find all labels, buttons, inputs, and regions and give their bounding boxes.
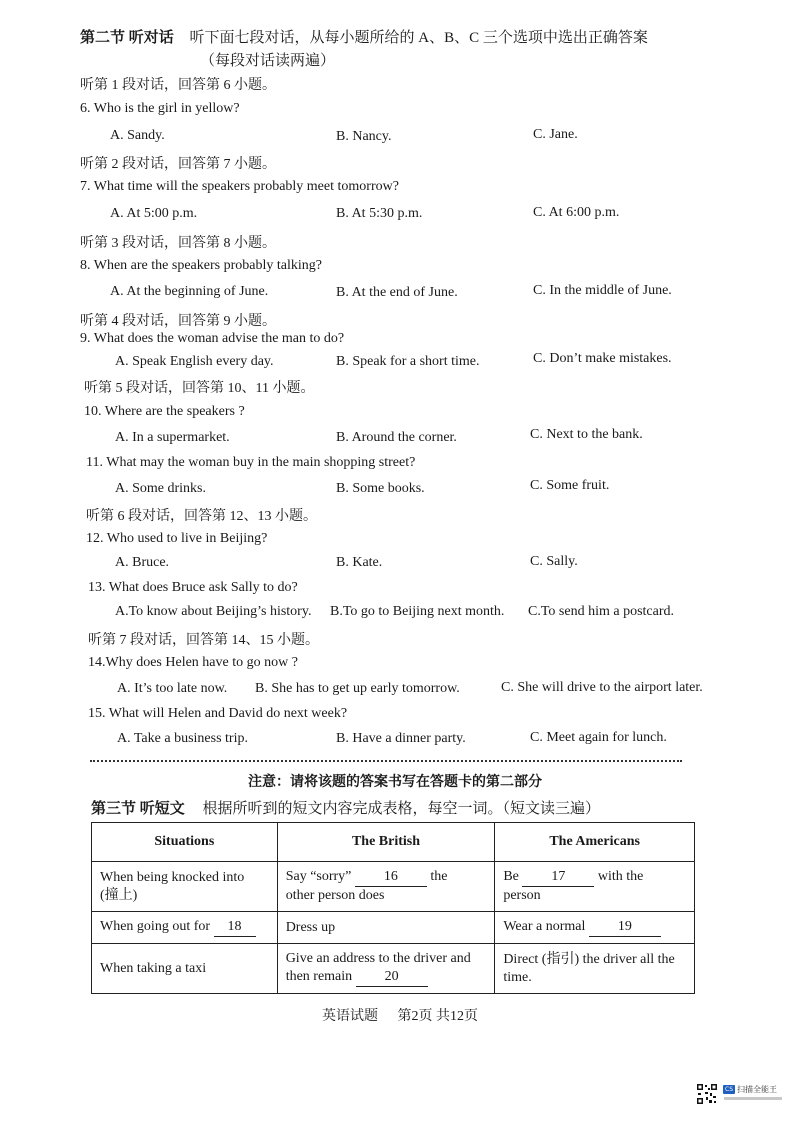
situation-text: When being knocked into	[100, 869, 245, 885]
q12-option-c: C. Sally.	[530, 554, 578, 569]
section3-instruction: 根据所听到的短文内容完成表格，每空一词。（短文读三遍）	[202, 801, 601, 817]
footer-subject: 英语试题	[322, 1009, 378, 1024]
dialogue-intro-5: 听第 5 段对话，回答第 10、11 小题。	[84, 381, 315, 396]
section3-header	[91, 797, 600, 818]
question-11: 11. What may the woman buy in the main shopping street?	[86, 455, 416, 470]
question-13: 13. What does Bruce ask Sally to do?	[88, 580, 298, 595]
q11-option-b: B. Some books.	[336, 481, 425, 496]
page-footer	[322, 1005, 478, 1025]
situation-gloss: (撞上)	[100, 887, 138, 903]
q15-option-b: B. Have a dinner party.	[336, 731, 466, 746]
q11-option-a: A. Some drinks.	[115, 481, 206, 496]
q14-option-c: C. She will drive to the airport later.	[501, 680, 703, 695]
q8-option-c: C. In the middle of June.	[533, 283, 672, 298]
british-text-cont: the	[430, 869, 448, 884]
q7-option-a: A. At 5:00 p.m.	[110, 206, 198, 221]
q14-option-b: B. She has to get up early tomorrow.	[255, 681, 460, 696]
american-cell	[495, 862, 695, 912]
q10-option-c: C. Next to the bank.	[530, 427, 643, 442]
q12-option-b: B. Kate.	[336, 555, 383, 570]
q15-option-a: A. Take a business trip.	[117, 731, 248, 746]
situation-cell	[92, 862, 278, 912]
table-row	[92, 912, 695, 944]
situation-cell	[92, 912, 278, 944]
section2-title: 第二节 听对话	[80, 30, 174, 46]
american-text: Be	[503, 869, 519, 884]
dialogue-intro-2: 听第 2 段对话，回答第 7 小题。	[80, 157, 276, 172]
answer-table	[91, 822, 695, 994]
blank-20[interactable]: 20	[356, 968, 428, 987]
header-americans: The Americans	[495, 823, 695, 862]
british-cell	[277, 944, 495, 994]
qr-code-icon	[696, 1083, 718, 1105]
american-text-line2: time.	[503, 969, 532, 985]
question-14: 14.Why does Helen have to go now ?	[88, 655, 298, 670]
british-text: Dress up	[285, 919, 336, 935]
american-text-cont: with the	[597, 869, 644, 884]
question-7: 7. What time will the speakers probably meet tomorrow?	[80, 179, 399, 194]
q6-option-b: B. Nancy.	[336, 129, 392, 144]
q8-option-b: B. At the end of June.	[336, 285, 458, 300]
dialogue-intro-4: 听第 4 段对话，回答第 9 小题。	[80, 314, 276, 329]
q7-option-c: C. At 6:00 p.m.	[533, 205, 620, 220]
british-text-line2: then remain	[285, 969, 353, 984]
question-6: 6. Who is the girl in yellow?	[80, 101, 240, 116]
dialogue-intro-6: 听第 6 段对话，回答第 12、13 小题。	[86, 509, 317, 524]
header-situations: Situations	[92, 823, 278, 862]
blank-18[interactable]: 18	[214, 918, 256, 937]
american-text: Wear a normal	[503, 919, 586, 934]
header-british: The British	[277, 823, 495, 862]
q10-option-a: A. In a supermarket.	[115, 430, 230, 445]
section2-header	[80, 26, 648, 47]
question-9: 9. What does the woman advise the man to do?	[80, 331, 345, 346]
blank-19[interactable]: 19	[589, 918, 661, 937]
question-15: 15. What will Helen and David do next week?	[88, 706, 348, 721]
question-10: 10. Where are the speakers ?	[84, 404, 245, 419]
q6-option-c: C. Jane.	[533, 127, 578, 142]
q10-option-b: B. Around the corner.	[336, 430, 457, 445]
section3-title: 第三节 听短文	[91, 801, 185, 817]
british-text: Give an address to the driver and	[285, 951, 471, 966]
q9-option-c: C. Don’t make mistakes.	[533, 351, 672, 366]
q6-option-a: A. Sandy.	[110, 128, 165, 143]
dotted-divider	[90, 760, 682, 762]
q13-option-b: B.To go to Beijing next month.	[330, 604, 505, 619]
british-cell	[277, 862, 495, 912]
american-cell	[495, 912, 695, 944]
scanner-brand-name: 扫描全能王	[737, 1085, 777, 1094]
q9-option-a: A. Speak English every day.	[115, 354, 274, 369]
american-cell	[495, 944, 695, 994]
situation-cell	[92, 944, 278, 994]
british-text-line2: other person does	[285, 888, 385, 903]
table-row	[92, 862, 695, 912]
dialogue-intro-7: 听第 7 段对话，回答第 14、15 小题。	[88, 633, 319, 648]
q14-option-a: A. It’s too late now.	[117, 681, 228, 696]
q9-option-b: B. Speak for a short time.	[336, 354, 480, 369]
scanner-brand-tagline	[724, 1097, 782, 1100]
dialogue-intro-1: 听第 1 段对话，回答第 6 小题。	[80, 78, 276, 93]
q15-option-c: C. Meet again for lunch.	[530, 730, 667, 745]
british-text: Say “sorry”	[285, 869, 352, 884]
american-text: Direct (指引) the driver all the	[503, 951, 675, 967]
section2-instruction: 听下面七段对话，从每小题所给的 A、B、C 三个选项中选出正确答案	[189, 30, 648, 46]
question-8: 8. When are the speakers probably talking?	[80, 258, 322, 273]
q7-option-b: B. At 5:30 p.m.	[336, 206, 423, 221]
notice-text: 注意：请将该题的答案书写在答题卡的第二部分	[248, 775, 542, 790]
table-row	[92, 944, 695, 994]
situation-text: When taking a taxi	[100, 960, 207, 976]
question-12: 12. Who used to live in Beijing?	[86, 531, 268, 546]
q13-option-a: A.To know about Beijing’s history.	[115, 604, 312, 619]
situation-text: When going out for	[100, 919, 211, 934]
british-cell	[277, 912, 495, 944]
dialogue-intro-3: 听第 3 段对话，回答第 8 小题。	[80, 236, 276, 251]
q12-option-a: A. Bruce.	[115, 555, 170, 570]
footer-page-number: 第2页 共12页	[397, 1009, 478, 1024]
q11-option-c: C. Some fruit.	[530, 478, 610, 493]
section2-note: （每段对话读两遍）	[200, 53, 336, 69]
blank-17[interactable]: 17	[522, 868, 594, 887]
q8-option-a: A. At the beginning of June.	[110, 284, 269, 299]
blank-16[interactable]: 16	[355, 868, 427, 887]
table-header-row	[92, 823, 695, 862]
american-text-line2: person	[503, 888, 541, 903]
q13-option-c: C.To send him a postcard.	[528, 604, 674, 619]
scanner-logo-icon: CS	[725, 1086, 733, 1093]
